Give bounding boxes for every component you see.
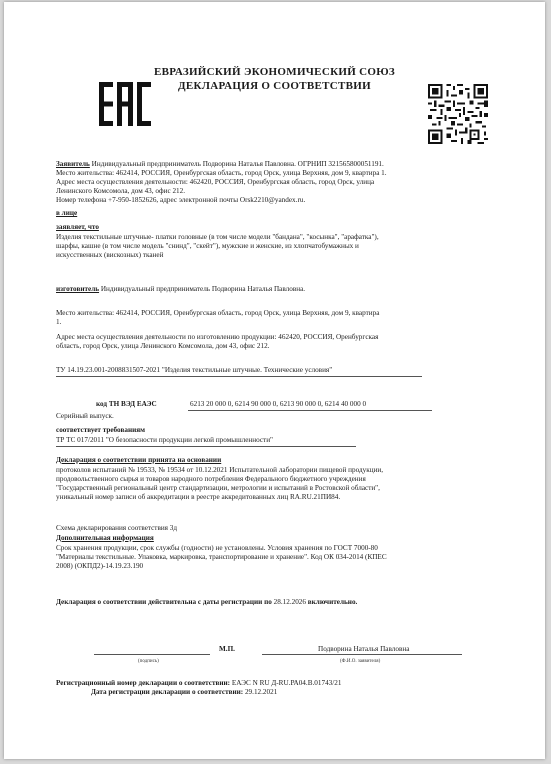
stamp-placeholder: М.П. bbox=[219, 645, 235, 653]
technical-conditions: ТУ 14.19.23.001-2008831507-2021 "Изделия текстильные штучные. Технические условия" bbox=[56, 366, 333, 374]
name-caption: (Ф.И.О. заявителя) bbox=[340, 659, 381, 664]
applicant-line-1 bbox=[56, 160, 384, 169]
product-line-1: Изделия текстильные штучные- платки головные (в том числе модели "бандана", "косынка", "арафатка"), bbox=[56, 233, 379, 241]
tnved-underline bbox=[188, 410, 432, 411]
applicant-label: Заявитель bbox=[56, 160, 90, 168]
signature-caption: (подпись) bbox=[138, 659, 159, 664]
signature-line bbox=[94, 654, 210, 655]
additional-info-line-3: 2008) (ОКПД2)-14.19.23.190 bbox=[56, 562, 144, 570]
manufacturer-address-cont: область, город Орск, улица Ленинского Комсомола, дом 43, офис 212. bbox=[56, 342, 270, 350]
declaration-scheme: Схема декларирования соответствия 3д bbox=[56, 524, 178, 532]
registration-date-label: Дата регистрации декларации о соответствии: bbox=[91, 688, 244, 696]
person-label: в лице bbox=[56, 209, 78, 217]
compliance-regulation: ТР ТС 017/2011 "О безопасности продукции легкой промышленности" bbox=[56, 436, 273, 444]
product-line-2: шарфы, кашне (в том числе модель "снинд", "скейт"), мужские и женские, из хлопчатобумажных и bbox=[56, 242, 359, 250]
basis-label: Декларация о соответствии принята на основании bbox=[56, 456, 222, 464]
registration-date-line bbox=[91, 688, 277, 697]
validity-date: 28.12.2026 bbox=[273, 598, 306, 606]
basis-line-2: продовольственного сырья и товаров народного потребления Федерального бюджетного учреждения bbox=[56, 475, 366, 483]
manufacturer-address: Адрес места осуществления деятельности по изготовлению продукции: 462420, РОССИЯ, Оренбургская bbox=[56, 333, 379, 341]
eac-mark-icon bbox=[99, 82, 151, 126]
registration-number: ЕАЭС N RU Д-RU.РА04.В.01743/21 bbox=[230, 679, 342, 687]
basis-line-3: "Государственный региональный центр стандартизации, метрологии и испытаний в Ростовской области", bbox=[56, 484, 380, 492]
additional-info-line-1: Срок хранения продукции, срок службы (годности) не установлены. Условия хранения по ГОСТ 7000-80 bbox=[56, 544, 378, 552]
product-line-3: искусственных (вискозных) тканей bbox=[56, 251, 164, 259]
applicant-residence: Место жительства: 462414, РОССИЯ, Оренбургская область, город Орск, улица Верхняя, дом 9, квартира 1. bbox=[56, 169, 387, 177]
document-title: ДЕКЛАРАЦИЯ О СООТВЕТСТВИИ bbox=[177, 80, 372, 92]
validity-text: Декларация о соответствии действительна с даты регистрации по bbox=[56, 598, 274, 606]
declaration-sheet bbox=[4, 2, 545, 759]
tnved-label: код ТН ВЭД ЕАЭС bbox=[96, 400, 157, 408]
basis-line-4: уникальный номер записи об аккредитации в реестре аккредитованных лиц RA.RU.21ПИ84. bbox=[56, 493, 341, 501]
tnved-codes: 6213 20 000 0, 6214 90 000 0, 6213 90 000 0, 6214 40 000 0 bbox=[190, 400, 367, 408]
manufacturer-line bbox=[56, 285, 305, 294]
validity-suffix: включительно. bbox=[305, 598, 358, 606]
applicant-name: Индивидуальный предприниматель Подворина Наталья Павловна. ОГРНИП 321565800051191. bbox=[89, 160, 384, 168]
registration-number-line bbox=[56, 679, 341, 688]
applicant-address: Адрес места осуществления деятельности: 462420, РОССИЯ, Оренбургская область, город Орск, улица bbox=[56, 178, 375, 186]
declares-label: заявляет, что bbox=[56, 223, 99, 231]
compliance-label: соответствует требованиям bbox=[56, 426, 146, 434]
compliance-underline bbox=[56, 446, 356, 447]
validity-statement bbox=[56, 598, 357, 607]
signatory-name: Подворина Наталья Павловна bbox=[318, 645, 410, 653]
tu-underline bbox=[56, 376, 422, 377]
qr-code-icon bbox=[428, 84, 488, 144]
additional-info-line-2: "Материалы текстильные. Упаковка, маркировка, транспортирование и хранение". Код ОК 034-2014 (КПЕС bbox=[56, 553, 387, 561]
manufacturer-residence-cont: 1. bbox=[56, 318, 62, 326]
applicant-contacts: Номер телефона +7-950-1852626, адрес электронной почты Orsk2210@yandex.ru. bbox=[56, 196, 306, 204]
registration-number-label: Регистрационный номер декларации о соответствии: bbox=[56, 679, 231, 687]
manufacturer-residence: Место жительства: 462414, РОССИЯ, Оренбургская область, город Орск, улица Верхняя, дом 9, квартира bbox=[56, 309, 380, 317]
manufacturer-name: Индивидуальный предприниматель Подворина Наталья Павловна. bbox=[99, 285, 306, 293]
registration-date: 29.12.2021 bbox=[243, 688, 278, 696]
applicant-address-cont: Ленинского Комсомола, дом 43, офис 212. bbox=[56, 187, 186, 195]
serial-production: Серийный выпуск. bbox=[56, 412, 114, 420]
manufacturer-label: изготовитель bbox=[56, 285, 100, 293]
additional-info-label: Дополнительная информация bbox=[56, 534, 154, 542]
basis-line-1: протоколов испытаний № 19533, № 19534 от 10.12.2021 Испытательной лаборатории пищевой продукции, bbox=[56, 466, 384, 474]
name-line bbox=[262, 654, 462, 655]
union-title: ЕВРАЗИЙСКИЙ ЭКОНОМИЧЕСКИЙ СОЮЗ bbox=[153, 66, 395, 78]
